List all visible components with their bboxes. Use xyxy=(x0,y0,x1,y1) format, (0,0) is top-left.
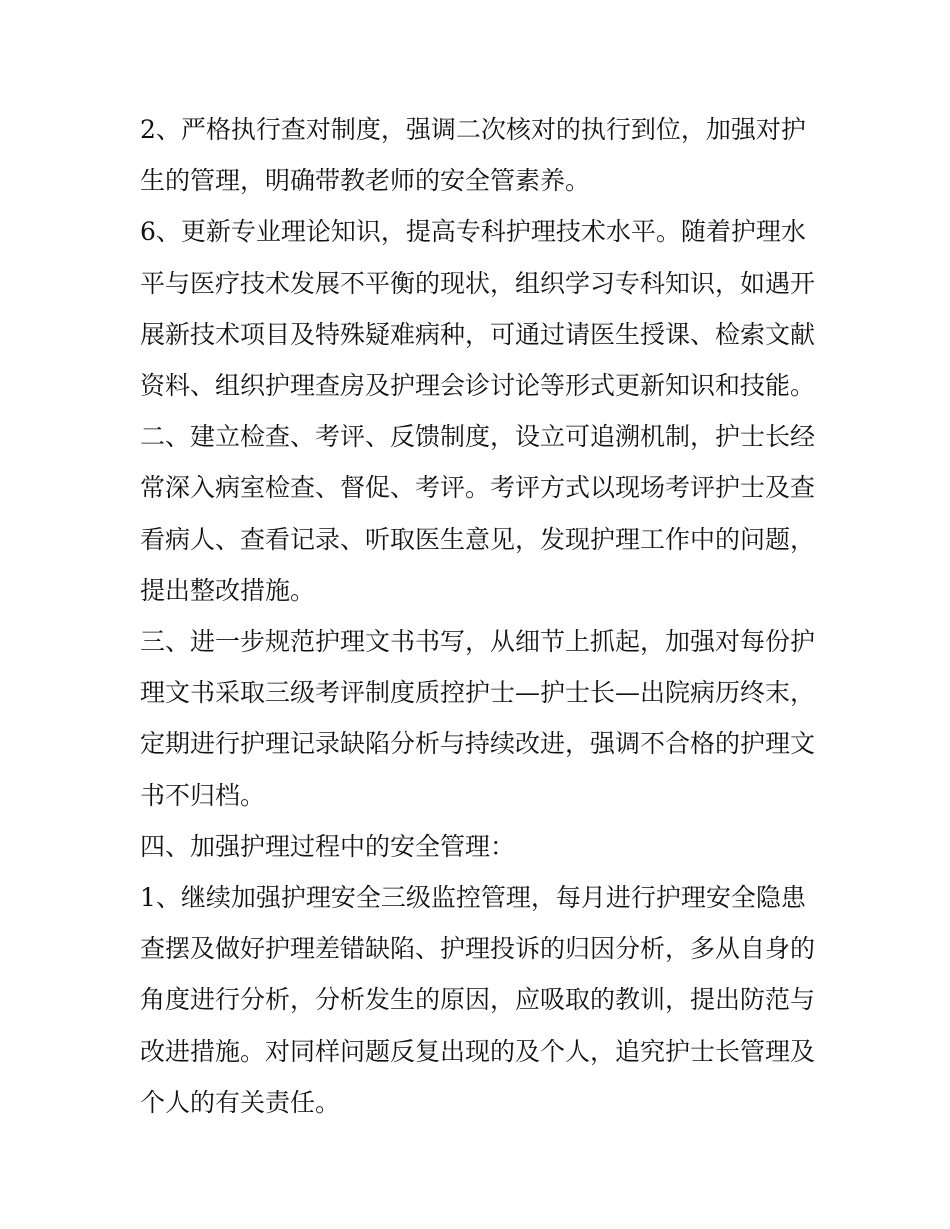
paragraph-nursing-documents: 三、进一步规范护理文书书写，从细节上抓起，加强对每份护理文书采取三级考评制度质控护士—护士长—出院病历终末，定期进行护理记录缺陷分析与持续改进，强调不合格的护理文书不归档。 xyxy=(140,627,816,810)
paragraph-inspection-feedback: 二、建立检查、考评、反馈制度，设立可追溯机制，护士长经常深入病室检查、督促、考评。考评方式以现场考评护士及查看病人、查看记录、听取医生意见，发现护理工作中的问题，提出整改措施。 xyxy=(140,422,816,605)
paragraph-safety-monitoring: 1、继续加强护理安全三级监控管理，每月进行护理安全隐患查摆及做好护理差错缺陷、护理投诉的归因分析，多从自身的角度进行分析，分析发生的原因，应吸取的教训，提出防范与改进措施。对同样问题反复出现的及个人，追究护士长管理及个人的有关责任。 xyxy=(140,883,816,1117)
document-body xyxy=(140,104,820,1128)
paragraph-safety-heading: 四、加强护理过程中的安全管理： xyxy=(140,831,516,861)
paragraph-update-knowledge: 6、更新专业理论知识，提高专科护理技术水平。随着护理水平与医疗技术发展不平衡的现状，组织学习专科知识，如遇开展新技术项目及特殊疑难病种，可通过请医生授课、检索文献资料、组织护理查房及护理会诊讨论等形式更新知识和技能。 xyxy=(140,217,816,401)
paragraph-check-system: 2、严格执行查对制度，强调二次核对的执行到位，加强对护生的管理，明确带教老师的安全管素养。 xyxy=(140,115,806,196)
